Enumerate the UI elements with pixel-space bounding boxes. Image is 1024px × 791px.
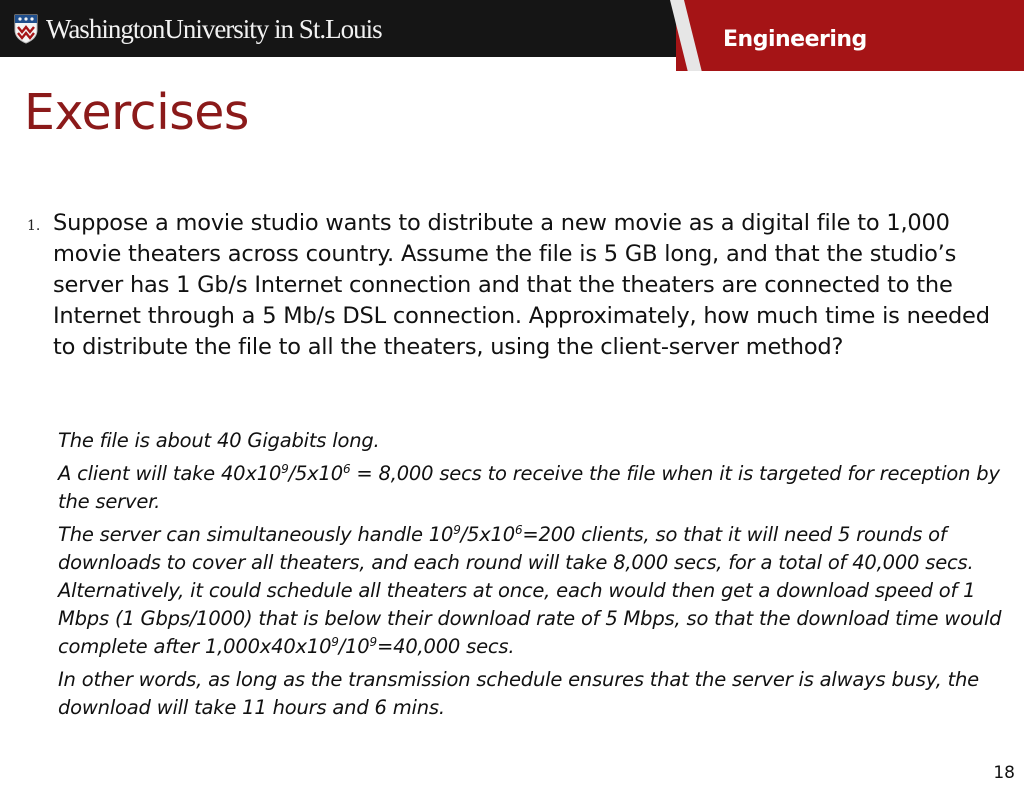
engineering-tab [676,0,1024,71]
university-shield-icon [14,14,38,44]
answer-text: =200 clients, so that it will need 5 rounds of downloads to cover all theaters, and each round will take 8,000 secs, for a total of 40,000 secs. Alternatively, it could schedule all theaters at once, each would then get a download speed of 1 Mbps (1 Gbps/1000) that is below their download rate of 5 Mbps, so that the download time would complete after 1,000x40x10 [58,523,1002,658]
answer-text: = 8,000 secs to receive the file when it is targeted for reception by the server. [58,462,1000,513]
answer-text: /5x10 [460,523,515,546]
slide-title: Exercises [24,84,249,141]
header-bar [0,0,1024,57]
answer-paragraph-2 [58,460,1018,516]
answer-text: The server can simultaneously handle 10 [58,523,454,546]
answer-text: /10 [338,635,370,658]
answer-text: A client will take 40x10 [58,462,282,485]
university-name: WashingtonUniversity in St.Louis [46,14,382,44]
page-number: 18 [993,763,1015,783]
answer-text: =40,000 secs. [376,635,515,658]
exponent: 6 [342,462,351,476]
answer-block [58,427,1018,727]
exponent: 9 [453,523,461,537]
exponent: 9 [281,462,289,476]
university-logo [14,12,382,46]
answer-paragraph-3 [58,521,1018,661]
answer-paragraph-1: The file is about 40 Gigabits long. [58,429,380,452]
answer-paragraph-4: In other words, as long as the transmission schedule ensures that the server is always busy, the download will take 11 hours and 6 mins. [58,668,979,719]
question-number: 1. [27,218,41,234]
exponent: 6 [514,523,523,537]
exponent: 9 [369,635,377,649]
engineering-label: Engineering [723,27,867,52]
exponent: 9 [331,635,339,649]
answer-text: /5x10 [288,462,343,485]
question-text: Suppose a movie studio wants to distribute a new movie as a digital file to 1,000 movie theaters across country. Assume the file is 5 GB long, and that the studio’s server has 1 Gb/s Internet connection and that the theaters are connected to the Internet through a 5 Mb/s DSL connection. Approximately, how much time is needed to distribute the file to all the theaters, using the client-server method? [53,210,990,360]
